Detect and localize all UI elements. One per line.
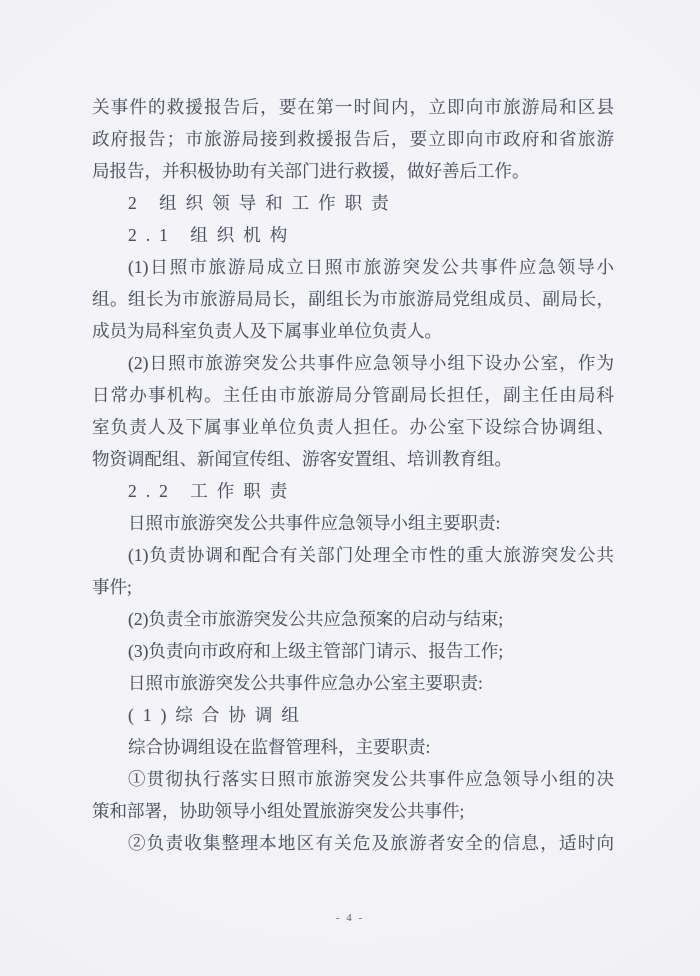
text-line: 综合协调组设在监督管理科，主要职责: [128, 737, 431, 757]
text-line: 成员为局科室负责人及下属事业单位负责人。 [92, 321, 442, 341]
text-line: 组。组长为市旅游局局长，副组长为市旅游局党组成员、副局长， [92, 289, 614, 309]
text-line: 日照市旅游突发公共事件应急办公室主要职责: [128, 673, 483, 693]
text-line: (2)负责全市旅游突发公共应急预案的启动与结束; [128, 609, 504, 629]
text-line: 政府报告；市旅游局接到救援报告后，要立即向市政府和省旅游 [92, 129, 614, 149]
text-line: (1)综合协调组 [128, 705, 308, 725]
text-line: 策和部署，协助领导小组处置旅游突发公共事件; [92, 801, 465, 821]
text-line: (3)负责向市政府和上级主管部门请示、报告工作; [128, 641, 504, 661]
text-line: (1)日照市旅游局成立日照市旅游突发公共事件应急领导小 [128, 257, 614, 277]
text-line: 物资调配组、新闻宣传组、游客安置组、培训教育组。 [92, 449, 512, 469]
text-line: 2.2 工作职责 [128, 481, 297, 501]
text-line: 关事件的救援报告后，要在第一时间内，立即向市旅游局和区县 [92, 97, 614, 117]
text-line: ②负责收集整理本地区有关危及旅游者安全的信息，适时向 [128, 833, 614, 853]
text-line: 室负责人及下属事业单位负责人担任。办公室下设综合协调组、 [92, 417, 614, 437]
text-line: 2 组织领导和工作职责 [128, 193, 398, 213]
text-line: ①贯彻执行落实日照市旅游突发公共事件应急领导小组的决 [128, 769, 614, 789]
document-body [92, 91, 614, 859]
text-line: (2)日照市旅游突发公共事件应急领导小组下设办公室，作为 [128, 353, 614, 373]
text-line: 日常办事机构。主任由市旅游局分管副局长担任，副主任由局科 [92, 385, 614, 405]
text-line: (1)负责协调和配合有关部门处理全市性的重大旅游突发公共 [128, 545, 614, 565]
page-number: - 4 - [335, 912, 365, 924]
text-line: 事件; [92, 577, 132, 597]
text-line: 局报告，并积极协助有关部门进行救援，做好善后工作。 [92, 161, 530, 181]
text-line: 日照市旅游突发公共事件应急领导小组主要职责: [128, 513, 501, 533]
text-line: 2.1 组织机构 [128, 225, 297, 245]
